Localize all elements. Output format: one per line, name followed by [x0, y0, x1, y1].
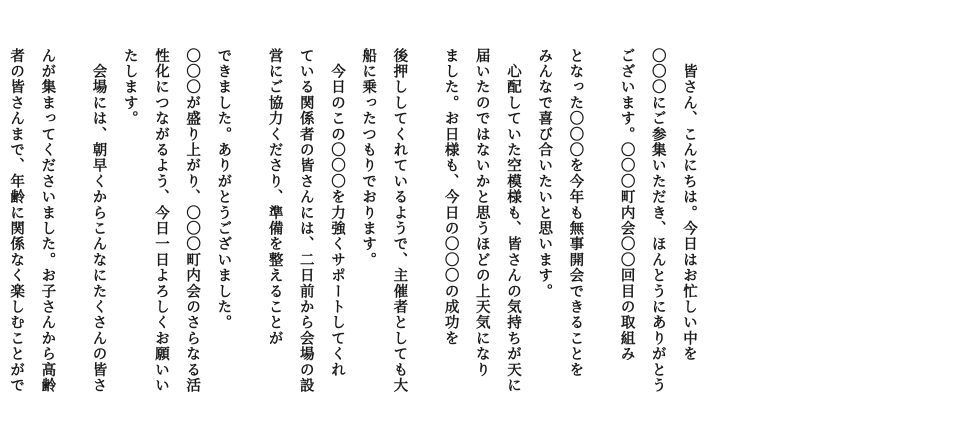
text-line: 〇〇〇が盛り上がり、〇〇〇町内会のさらなる活: [184, 48, 202, 394]
text-line: できました。ありがとうございました。: [215, 48, 233, 331]
text-line: たします。: [121, 48, 139, 127]
text-line: 船に乗ったつもりでおります。: [360, 48, 378, 268]
text-line: 心配していた空模様も、皆さんの気持ちが天に: [504, 48, 522, 394]
text-line: ございます。〇〇〇町内会〇〇回目の取組み: [618, 48, 636, 362]
text-line: となった〇〇〇を今年も無事開会できることを: [567, 48, 585, 378]
text-line: 会場には、朝早くからこんなにたくさんの皆さ: [90, 48, 108, 394]
text-line: [0, 48, 1, 388]
text-line: 営にご協力くださり、準備を整えることが: [266, 48, 284, 347]
text-line: んが集まってくださいました。お子さんから高齢: [39, 48, 57, 394]
text-line: 今日のこの〇〇〇を力強くサポートしてくれ: [328, 48, 346, 378]
text-line: 後押ししてくれているようで、主催者としても大: [391, 48, 409, 394]
text-line: ました。お日様も、今日の〇〇〇の成功を: [442, 48, 460, 347]
paragraph-gap: [63, 48, 83, 388]
greeting-speech-text: [0, 48, 705, 394]
text-line: 届いたのではないかと思うほどの上天気になり: [473, 48, 491, 378]
text-line: ている関係者の皆さんには、二日前から会場の設: [297, 48, 315, 394]
text-line: みんなで喜び合いたいと思います。: [536, 48, 554, 300]
paragraph-gap: [239, 48, 259, 388]
text-line: 皆さん、こんにちは。今日はお忙しい中を: [681, 48, 698, 362]
text-line: 者の皆さんまで、年齢に関係なく楽しむことがで: [8, 48, 26, 394]
text-line: 性化につながるよう、今日一日よろしくお願いい: [152, 48, 170, 394]
paragraph-gap: [415, 48, 435, 388]
paragraph-gap: [591, 48, 611, 388]
text-line: 〇〇〇にご参集いただき、ほんとうにありがとう: [649, 48, 667, 394]
